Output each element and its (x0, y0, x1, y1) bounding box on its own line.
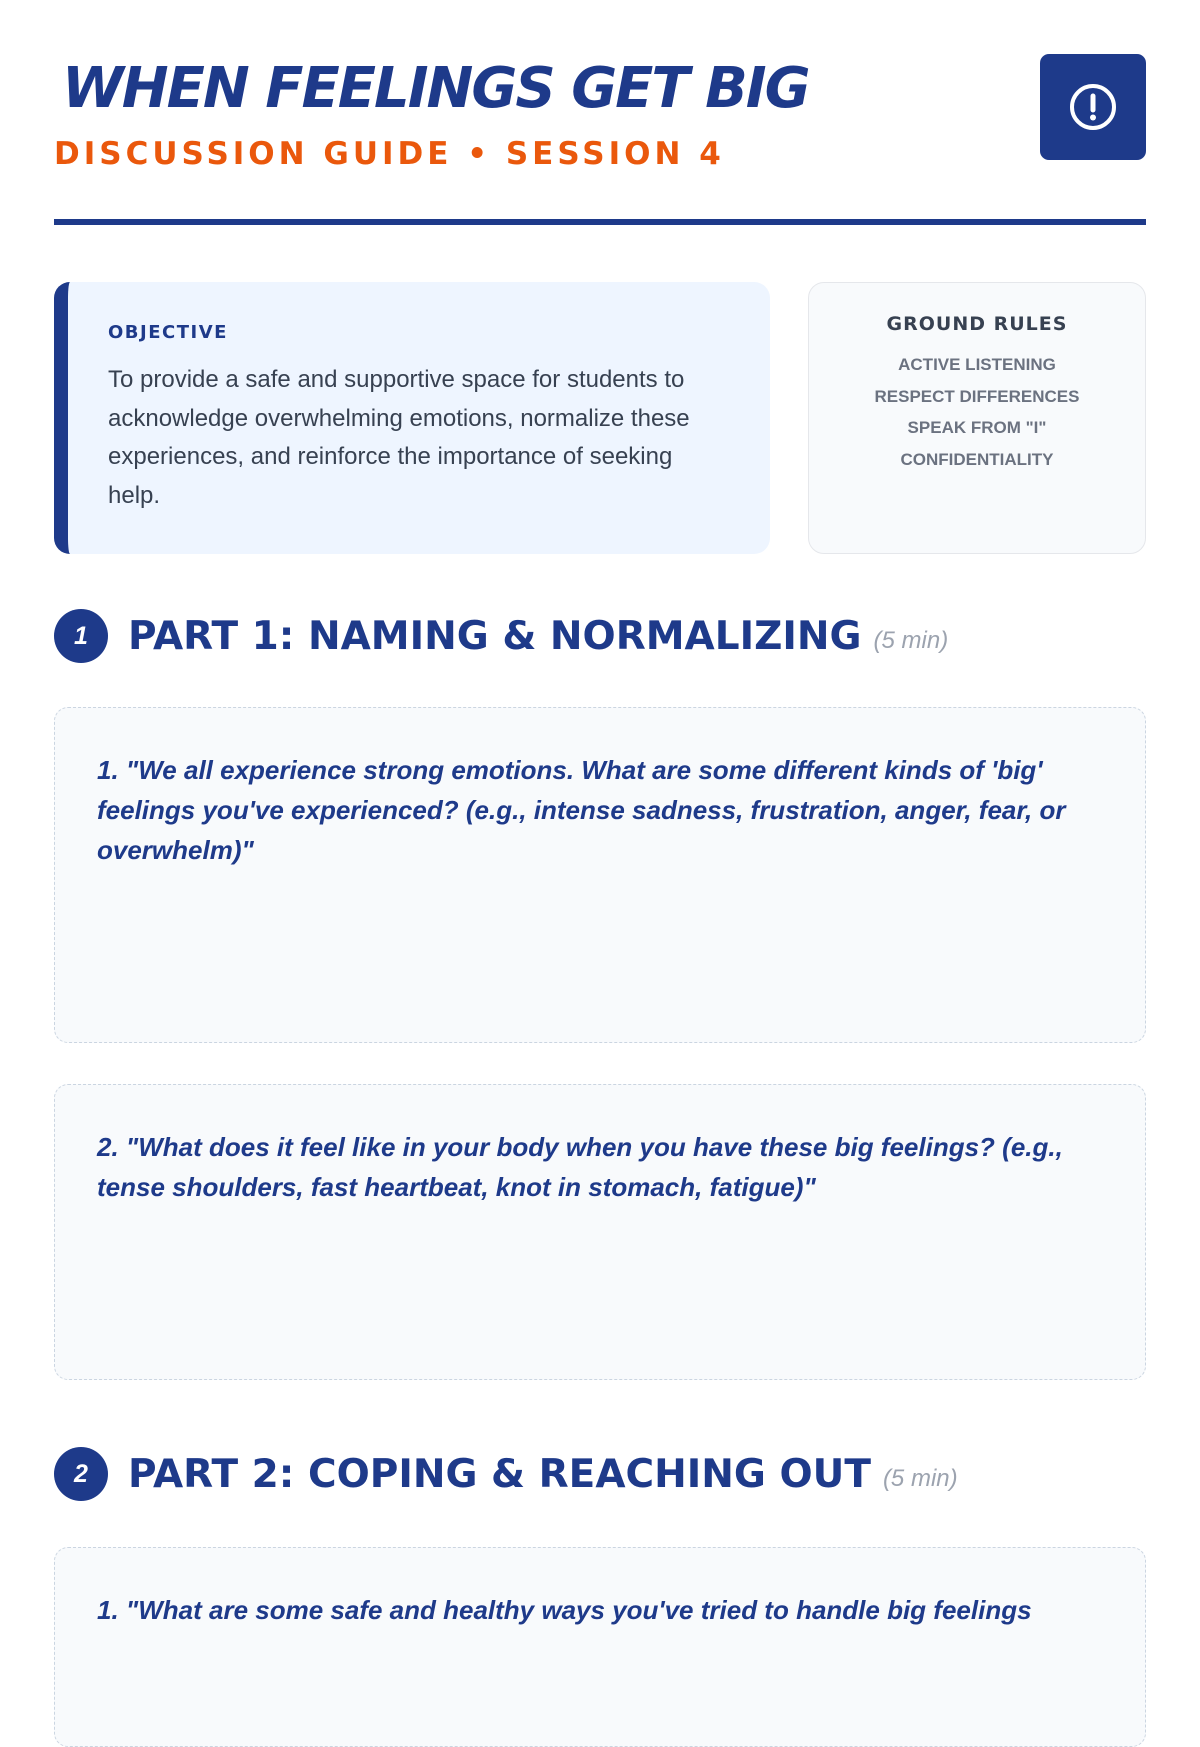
objective-text: To provide a safe and supportive space for students to acknowledge overwhelming emotions, normalize these experiences, and reinforce the importance of seeking help. (108, 366, 690, 509)
section-part-1 (54, 606, 1146, 1380)
header-divider (54, 219, 1146, 225)
section-time: (5 min) (873, 627, 949, 654)
page-title: WHEN FEELINGS GET BIG (62, 56, 809, 121)
ground-rule-item: CONFIDENTIALITY (900, 449, 1054, 469)
ground-rule-item: SPEAK FROM "I" (907, 418, 1047, 437)
section-title: PART 2: COPING & REACHING OUT (128, 1451, 871, 1497)
objective-box (54, 282, 770, 554)
ground-rules-title: GROUND RULES (886, 313, 1068, 335)
intro-row (54, 282, 1146, 557)
page-subtitle: DISCUSSION GUIDE • SESSION 4 (54, 136, 725, 172)
alert-circle-icon (1068, 82, 1118, 132)
section-number-badge: 2 (54, 1447, 108, 1501)
ground-rules-list (809, 349, 1145, 475)
objective-label: OBJECTIVE (108, 322, 228, 343)
ground-rules-box (808, 282, 1146, 554)
question-card[interactable] (54, 707, 1146, 1043)
ground-rule-item: RESPECT DIFFERENCES (874, 386, 1080, 406)
section-number-badge: 1 (54, 609, 108, 663)
section-part-2 (54, 1444, 1146, 1747)
section-title: PART 1: NAMING & NORMALIZING (128, 613, 862, 659)
question-text: 1. "What are some safe and healthy ways you've tried to handle big feelings (97, 1595, 1032, 1625)
question-text: 2. "What does it feel like in your body when you have these big feelings? (e.g., tense shoulders, fast heartbeat, knot in stomach, fatigue)" (97, 1132, 1063, 1202)
alert-badge (1040, 54, 1146, 160)
ground-rule-item: ACTIVE LISTENING (898, 355, 1056, 374)
section-header (54, 1444, 1146, 1504)
question-card[interactable] (54, 1547, 1146, 1747)
section-time: (5 min) (882, 1465, 958, 1492)
question-text: 1. "We all experience strong emotions. What are some different kinds of 'big' feelings you've experienced? (e.g., intense sadness, frustration, anger, fear, or overwhelm)" (97, 755, 1066, 865)
section-header (54, 606, 1146, 666)
header (54, 0, 1146, 226)
question-card[interactable] (54, 1084, 1146, 1380)
